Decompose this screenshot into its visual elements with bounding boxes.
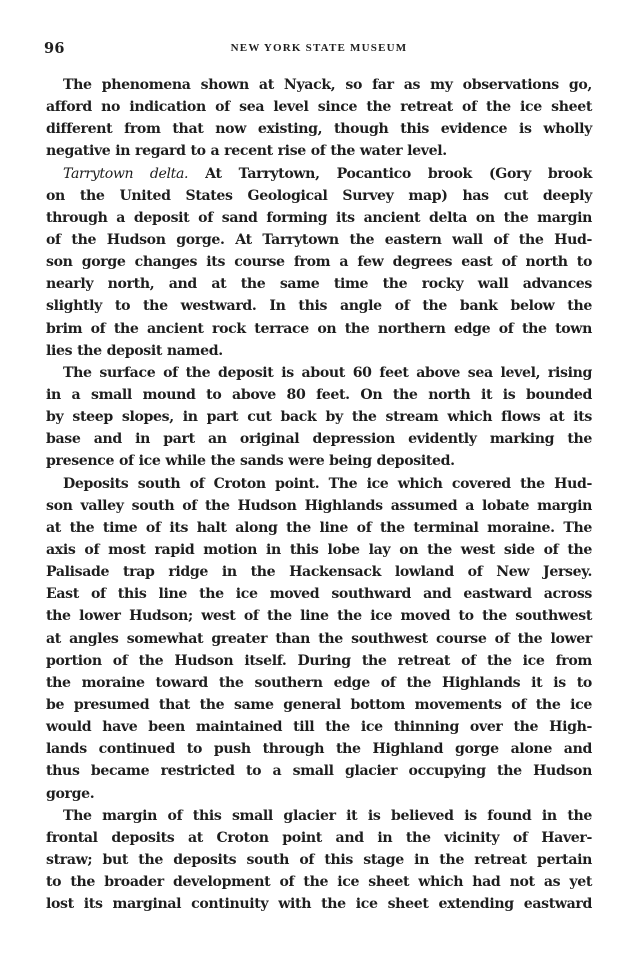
text-line: different from that now existing, though this evidence is wholly <box>46 121 592 138</box>
text-line: The surface of the deposit is about 60 feet above sea level, rising <box>63 364 592 381</box>
text-line: be presumed that the same general bottom movements of the ice <box>46 696 592 713</box>
text-line: son gorge changes its course from a few degrees east of north to <box>46 254 592 271</box>
text-line: brim of the ancient rock terrace on the northern edge of the town <box>46 320 592 337</box>
text-line: the lower Hudson; west of the line the ice moved to the southwest <box>46 608 592 625</box>
text-line: would have been maintained till the ice thinning over the High- <box>46 719 592 736</box>
text-line: axis of most rapid motion in this lobe lay on the west side of the <box>46 541 592 558</box>
text-line: to the broader development of the ice sheet which had not as yet <box>46 874 592 891</box>
text-line: son valley south of the Hudson Highlands assumed a lobate margin <box>46 497 592 514</box>
text-line <box>46 163 592 185</box>
text-line: The phenomena shown at Nyack, so far as my observations go, <box>63 77 592 93</box>
text-line: gorge. <box>46 785 95 802</box>
text-line: presence of ice while the sands were being deposited. <box>46 453 455 470</box>
text-line: straw; but the deposits south of this stage in the retreat pertain <box>46 851 592 868</box>
text-line: Palisade trap ridge in the Hackensack lowland of New Jersey. <box>46 564 592 581</box>
text-line: in a small mound to above 80 feet. On the north it is bounded <box>46 386 592 403</box>
text-line: the moraine toward the southern edge of the Highlands it is to <box>46 674 592 691</box>
text-line: lies the deposit named. <box>46 342 223 359</box>
running-head: NEW YORK STATE MUSEUM <box>230 42 408 54</box>
text-line: nearly north, and at the same time the rocky wall advances <box>46 276 592 293</box>
text-line: thus became restricted to a small glacier occupying the Hudson <box>46 763 592 780</box>
text-line: portion of the Hudson itself. During the retreat of the ice from <box>46 652 592 669</box>
page-number: 96 <box>44 40 65 57</box>
text-line: lands continued to push through the Highland gorge alone and <box>46 741 592 758</box>
body-text <box>46 74 592 915</box>
section-heading: Deposits south of Croton point. <box>63 475 320 492</box>
text-line: East of this line the ice moved southward and eastward across <box>46 586 592 603</box>
text-line: of the Hudson gorge. At Tarrytown the eastern wall of the Hud- <box>46 231 592 248</box>
text-fragment: At Tarrytown, Pocantico brook (Gory brook <box>188 165 592 182</box>
text-line: on the United States Geological Survey map) has cut deeply <box>46 187 592 204</box>
text-line: The margin of this small glacier it is believed is found in the <box>63 807 592 824</box>
text-line: slightly to the westward. In this angle of the bank below the <box>46 298 592 315</box>
text-line: negative in regard to a recent rise of the water level. <box>46 143 447 160</box>
text-line: afford no indication of sea level since the retreat of the ice sheet <box>46 99 592 116</box>
text-fragment: The ice which covered the Hud- <box>319 475 592 492</box>
text-line: frontal deposits at Croton point and in the vicinity of Haver- <box>46 829 592 846</box>
paragraph <box>46 163 592 362</box>
paragraph <box>46 362 592 473</box>
section-heading: Tarrytown delta. <box>63 165 189 182</box>
paragraph <box>46 805 592 916</box>
text-line: at the time of its halt along the line of the terminal moraine. The <box>46 519 592 536</box>
text-line: through a deposit of sand forming its ancient delta on the margin <box>46 209 592 226</box>
text-line: lost its marginal continuity with the ice sheet extending eastward <box>46 896 592 913</box>
text-line: by steep slopes, in part cut back by the stream which flows at its <box>46 409 592 426</box>
text-line <box>46 473 592 495</box>
text-line: base and in part an original depression evidently marking the <box>46 431 592 448</box>
paragraph <box>46 473 592 805</box>
page-header <box>44 40 594 60</box>
paragraph <box>46 74 592 163</box>
text-line: at angles somewhat greater than the southwest course of the lower <box>46 630 592 647</box>
